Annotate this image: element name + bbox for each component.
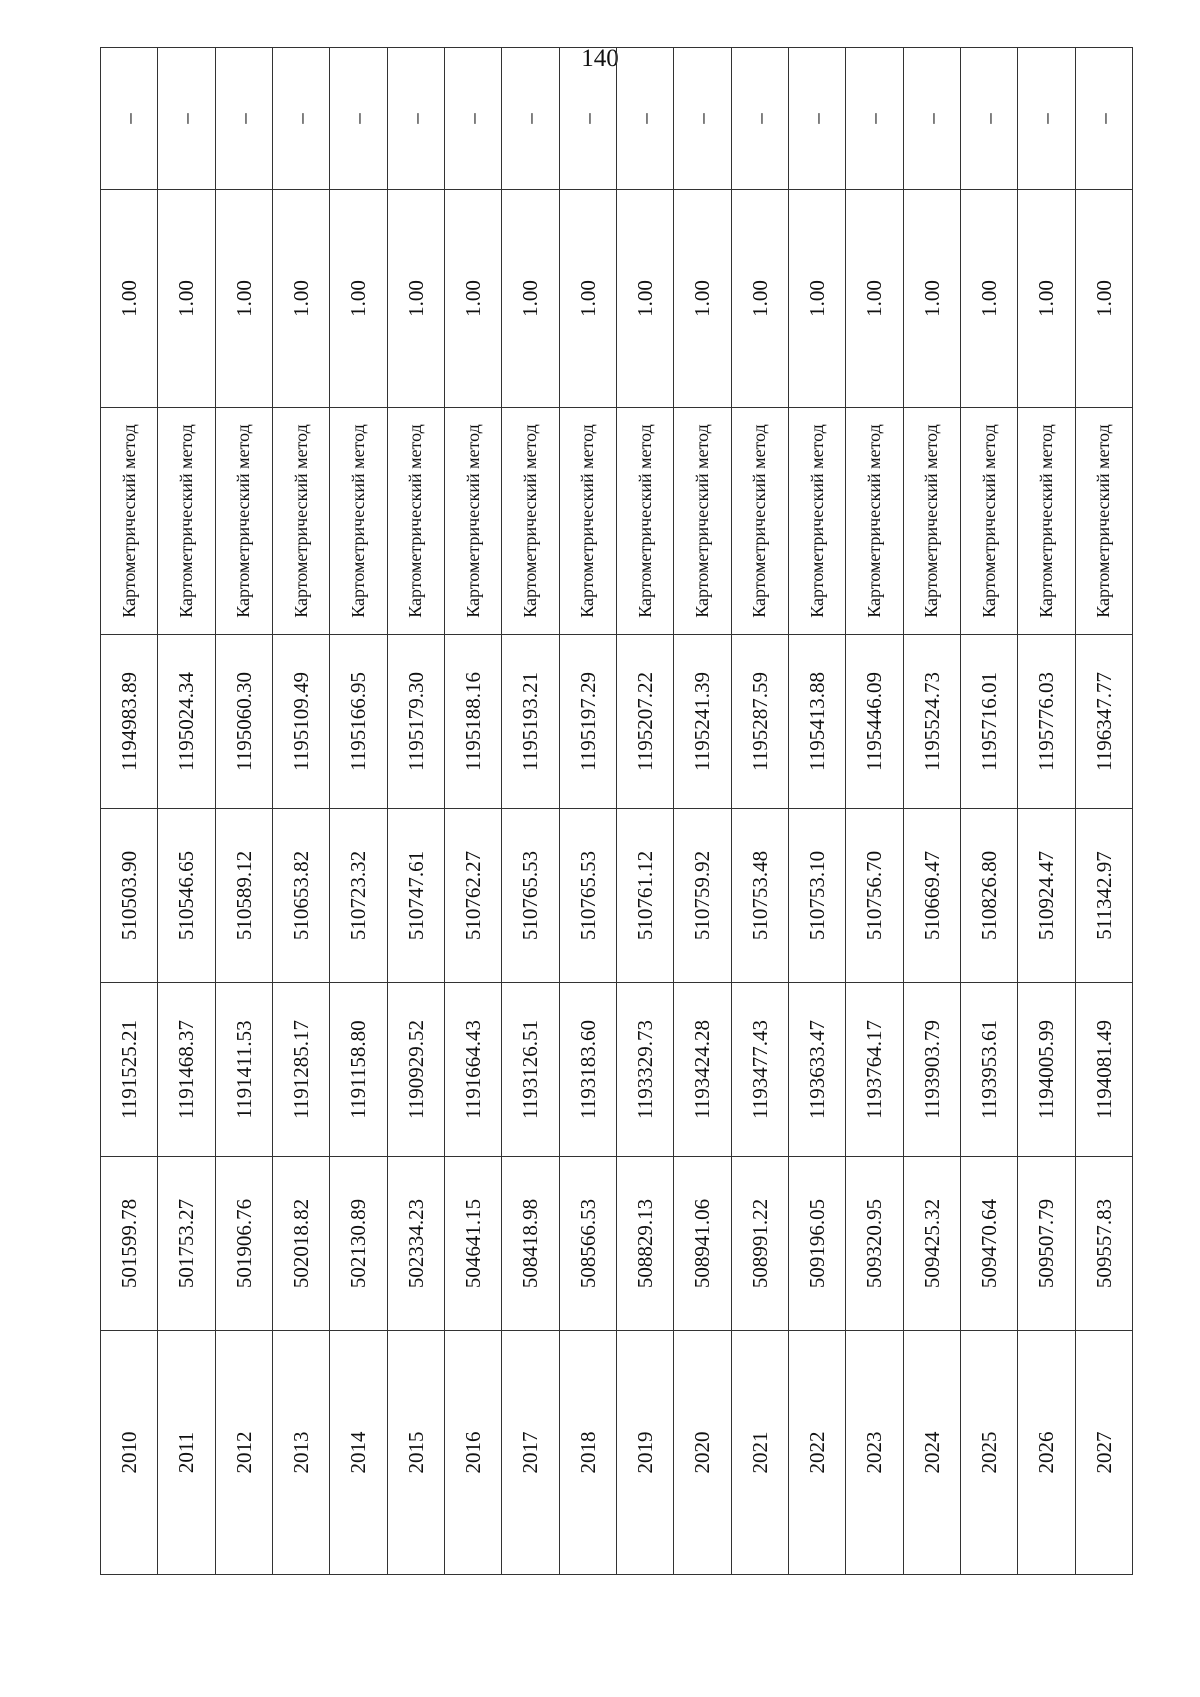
point-number-cell: 2013 <box>272 1331 329 1575</box>
x-coordinate-cell: 510753.10 <box>788 809 845 983</box>
y-coordinate-cell: 1195413.88 <box>788 635 845 809</box>
y-coordinate-cell: 1195287.59 <box>731 635 788 809</box>
note-cell: – <box>846 48 903 190</box>
method-cell: Картометрический метод <box>502 408 559 635</box>
accuracy-cell: 1.00 <box>330 190 387 408</box>
y-coordinate-cell: 1193126.51 <box>502 983 559 1157</box>
x-coordinate-cell: 510761.12 <box>616 809 673 983</box>
coordinates-table <box>100 47 1133 1575</box>
method-cell: Картометрический метод <box>903 408 960 635</box>
y-coordinate-cell: 1190929.52 <box>387 983 444 1157</box>
table-row <box>1018 48 1075 1575</box>
x-coordinate-cell: 511342.97 <box>1075 809 1132 983</box>
x-coordinate-cell: 510723.32 <box>330 809 387 983</box>
method-cell: Картометрический метод <box>330 408 387 635</box>
accuracy-cell: 1.00 <box>616 190 673 408</box>
y-coordinate-cell: 1195179.30 <box>387 635 444 809</box>
method-cell: Картометрический метод <box>215 408 272 635</box>
x-coordinate-cell: 510653.82 <box>272 809 329 983</box>
x-coordinate-cell: 510589.12 <box>215 809 272 983</box>
table-row <box>387 48 444 1575</box>
x-coordinate-cell: 510669.47 <box>903 809 960 983</box>
table-row <box>903 48 960 1575</box>
x-coordinate-cell: 508991.22 <box>731 1157 788 1331</box>
y-coordinate-cell: 1195188.16 <box>444 635 501 809</box>
y-coordinate-cell: 1193903.79 <box>903 983 960 1157</box>
method-cell: Картометрический метод <box>1018 408 1075 635</box>
x-coordinate-cell: 509425.32 <box>903 1157 960 1331</box>
accuracy-cell: 1.00 <box>731 190 788 408</box>
note-cell: – <box>674 48 731 190</box>
note-cell: – <box>788 48 845 190</box>
note-cell: – <box>1018 48 1075 190</box>
note-cell: – <box>158 48 215 190</box>
note-cell: – <box>444 48 501 190</box>
x-coordinate-cell: 510546.65 <box>158 809 215 983</box>
x-coordinate-cell: 510924.47 <box>1018 809 1075 983</box>
accuracy-cell: 1.00 <box>444 190 501 408</box>
x-coordinate-cell: 502018.82 <box>272 1157 329 1331</box>
note-cell: – <box>330 48 387 190</box>
accuracy-cell: 1.00 <box>1018 190 1075 408</box>
coordinates-table-rotated <box>100 113 1133 1575</box>
method-cell: Картометрический метод <box>674 408 731 635</box>
note-cell: – <box>616 48 673 190</box>
table-row <box>960 48 1017 1575</box>
note-cell: – <box>960 48 1017 190</box>
method-cell: Картометрический метод <box>272 408 329 635</box>
coordinates-table-frame <box>100 113 1133 1575</box>
y-coordinate-cell: 1195716.01 <box>960 635 1017 809</box>
table-row <box>444 48 501 1575</box>
y-coordinate-cell: 1196347.77 <box>1075 635 1132 809</box>
table-row <box>158 48 215 1575</box>
y-coordinate-cell: 1193633.47 <box>788 983 845 1157</box>
note-cell: – <box>1075 48 1132 190</box>
y-coordinate-cell: 1193477.43 <box>731 983 788 1157</box>
accuracy-cell: 1.00 <box>846 190 903 408</box>
method-cell: Картометрический метод <box>788 408 845 635</box>
y-coordinate-cell: 1191664.43 <box>444 983 501 1157</box>
x-coordinate-cell: 508941.06 <box>674 1157 731 1331</box>
y-coordinate-cell: 1195241.39 <box>674 635 731 809</box>
x-coordinate-cell: 510765.53 <box>502 809 559 983</box>
note-cell: – <box>272 48 329 190</box>
x-coordinate-cell: 510747.61 <box>387 809 444 983</box>
note-cell: – <box>215 48 272 190</box>
x-coordinate-cell: 510826.80 <box>960 809 1017 983</box>
method-cell: Картометрический метод <box>616 408 673 635</box>
method-cell: Картометрический метод <box>444 408 501 635</box>
x-coordinate-cell: 510759.92 <box>674 809 731 983</box>
y-coordinate-cell: 1195060.30 <box>215 635 272 809</box>
accuracy-cell: 1.00 <box>101 190 158 408</box>
point-number-cell: 2020 <box>674 1331 731 1575</box>
x-coordinate-cell: 510503.90 <box>101 809 158 983</box>
y-coordinate-cell: 1193764.17 <box>846 983 903 1157</box>
y-coordinate-cell: 1191411.53 <box>215 983 272 1157</box>
accuracy-cell: 1.00 <box>272 190 329 408</box>
x-coordinate-cell: 510762.27 <box>444 809 501 983</box>
table-body <box>101 48 1133 1575</box>
note-cell: – <box>559 48 616 190</box>
accuracy-cell: 1.00 <box>387 190 444 408</box>
x-coordinate-cell: 504641.15 <box>444 1157 501 1331</box>
y-coordinate-cell: 1195109.49 <box>272 635 329 809</box>
point-number-cell: 2025 <box>960 1331 1017 1575</box>
table-row <box>846 48 903 1575</box>
x-coordinate-cell: 501906.76 <box>215 1157 272 1331</box>
x-coordinate-cell: 508566.53 <box>559 1157 616 1331</box>
x-coordinate-cell: 509507.79 <box>1018 1157 1075 1331</box>
point-number-cell: 2022 <box>788 1331 845 1575</box>
x-coordinate-cell: 508829.13 <box>616 1157 673 1331</box>
y-coordinate-cell: 1195207.22 <box>616 635 673 809</box>
point-number-cell: 2026 <box>1018 1331 1075 1575</box>
point-number-cell: 2011 <box>158 1331 215 1575</box>
note-cell: – <box>387 48 444 190</box>
y-coordinate-cell: 1191525.21 <box>101 983 158 1157</box>
x-coordinate-cell: 502130.89 <box>330 1157 387 1331</box>
method-cell: Картометрический метод <box>1075 408 1132 635</box>
page-number: 140 <box>581 45 619 72</box>
x-coordinate-cell: 509557.83 <box>1075 1157 1132 1331</box>
y-coordinate-cell: 1195776.03 <box>1018 635 1075 809</box>
point-number-cell: 2024 <box>903 1331 960 1575</box>
x-coordinate-cell: 508418.98 <box>502 1157 559 1331</box>
y-coordinate-cell: 1191285.17 <box>272 983 329 1157</box>
table-row <box>330 48 387 1575</box>
point-number-cell: 2016 <box>444 1331 501 1575</box>
table-row <box>272 48 329 1575</box>
point-number-cell: 2021 <box>731 1331 788 1575</box>
x-coordinate-cell: 509320.95 <box>846 1157 903 1331</box>
method-cell: Картометрический метод <box>158 408 215 635</box>
accuracy-cell: 1.00 <box>788 190 845 408</box>
y-coordinate-cell: 1195197.29 <box>559 635 616 809</box>
point-number-cell: 2018 <box>559 1331 616 1575</box>
table-row <box>559 48 616 1575</box>
y-coordinate-cell: 1195193.21 <box>502 635 559 809</box>
accuracy-cell: 1.00 <box>960 190 1017 408</box>
table-row <box>502 48 559 1575</box>
y-coordinate-cell: 1193183.60 <box>559 983 616 1157</box>
method-cell: Картометрический метод <box>846 408 903 635</box>
x-coordinate-cell: 510756.70 <box>846 809 903 983</box>
accuracy-cell: 1.00 <box>502 190 559 408</box>
x-coordinate-cell: 510765.53 <box>559 809 616 983</box>
y-coordinate-cell: 1193424.28 <box>674 983 731 1157</box>
accuracy-cell: 1.00 <box>1075 190 1132 408</box>
method-cell: Картометрический метод <box>387 408 444 635</box>
y-coordinate-cell: 1195524.73 <box>903 635 960 809</box>
y-coordinate-cell: 1195024.34 <box>158 635 215 809</box>
note-cell: – <box>101 48 158 190</box>
point-number-cell: 2027 <box>1075 1331 1132 1575</box>
x-coordinate-cell: 509196.05 <box>788 1157 845 1331</box>
y-coordinate-cell: 1195166.95 <box>330 635 387 809</box>
table-row <box>616 48 673 1575</box>
note-cell: – <box>502 48 559 190</box>
table-row <box>215 48 272 1575</box>
table-row <box>731 48 788 1575</box>
accuracy-cell: 1.00 <box>215 190 272 408</box>
y-coordinate-cell: 1193329.73 <box>616 983 673 1157</box>
method-cell: Картометрический метод <box>731 408 788 635</box>
x-coordinate-cell: 501599.78 <box>101 1157 158 1331</box>
y-coordinate-cell: 1194005.99 <box>1018 983 1075 1157</box>
method-cell: Картометрический метод <box>960 408 1017 635</box>
x-coordinate-cell: 509470.64 <box>960 1157 1017 1331</box>
x-coordinate-cell: 510753.48 <box>731 809 788 983</box>
x-coordinate-cell: 502334.23 <box>387 1157 444 1331</box>
table-row <box>1075 48 1132 1575</box>
y-coordinate-cell: 1194081.49 <box>1075 983 1132 1157</box>
table-row <box>788 48 845 1575</box>
accuracy-cell: 1.00 <box>903 190 960 408</box>
y-coordinate-cell: 1191158.80 <box>330 983 387 1157</box>
point-number-cell: 2012 <box>215 1331 272 1575</box>
point-number-cell: 2010 <box>101 1331 158 1575</box>
point-number-cell: 2019 <box>616 1331 673 1575</box>
point-number-cell: 2017 <box>502 1331 559 1575</box>
point-number-cell: 2014 <box>330 1331 387 1575</box>
accuracy-cell: 1.00 <box>158 190 215 408</box>
table-row <box>101 48 158 1575</box>
method-cell: Картометрический метод <box>559 408 616 635</box>
y-coordinate-cell: 1191468.37 <box>158 983 215 1157</box>
method-cell: Картометрический метод <box>101 408 158 635</box>
point-number-cell: 2023 <box>846 1331 903 1575</box>
y-coordinate-cell: 1194983.89 <box>101 635 158 809</box>
table-row <box>674 48 731 1575</box>
y-coordinate-cell: 1193953.61 <box>960 983 1017 1157</box>
note-cell: – <box>903 48 960 190</box>
accuracy-cell: 1.00 <box>674 190 731 408</box>
accuracy-cell: 1.00 <box>559 190 616 408</box>
point-number-cell: 2015 <box>387 1331 444 1575</box>
x-coordinate-cell: 501753.27 <box>158 1157 215 1331</box>
note-cell: – <box>731 48 788 190</box>
y-coordinate-cell: 1195446.09 <box>846 635 903 809</box>
